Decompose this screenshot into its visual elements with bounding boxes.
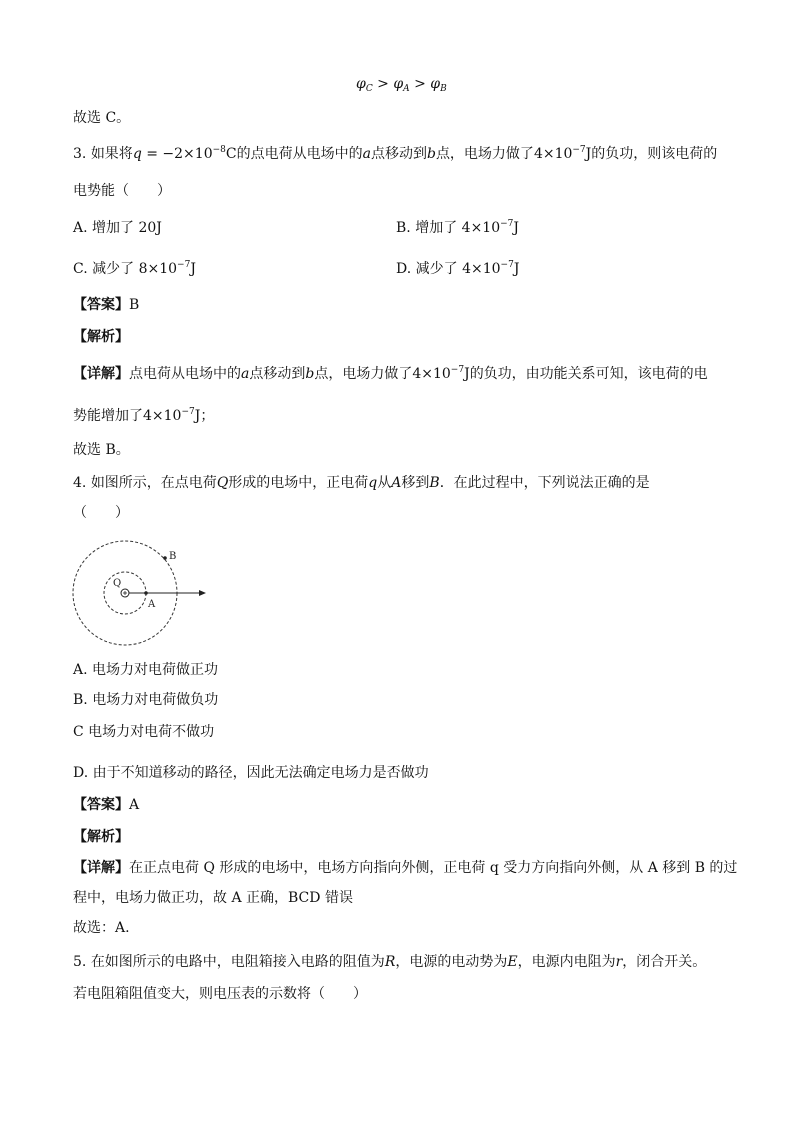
q3-option-b-exp: −7 (500, 219, 514, 229)
q4-analysis-tag: 【解析】 (73, 829, 129, 845)
q4-q-var: q (368, 475, 378, 491)
detail-unit: J (464, 366, 470, 382)
subscript-a: A (403, 84, 410, 94)
q4-number: 4. (73, 475, 87, 491)
q3-text: 的负功，则该电荷的 (591, 146, 718, 162)
q3-text: 如果将 (90, 146, 133, 162)
q5-text: ，电源内电阻为 (517, 954, 616, 970)
q3-option-c-text: C. 减少了 (73, 261, 135, 277)
detail-text: 点移动到 (249, 366, 306, 382)
q4-text: 如图所示，在点电荷 (90, 475, 217, 491)
q3-text: 点移动到 (370, 146, 427, 162)
q5-stem-line2: 若电阻箱阻值变大，则电压表的示数将（ ） (73, 986, 367, 1002)
q3-w-unit: J (585, 146, 592, 162)
q3-q-exp: −8 (212, 145, 226, 155)
figure-label-b: B (169, 551, 177, 562)
q5-E-var: E (507, 954, 518, 970)
detail-text: 点电荷从电场中的 (129, 366, 241, 382)
q3-option-d-base: 4×10 (462, 261, 501, 277)
q4-answer (73, 795, 139, 815)
detail-tag: 【详解】 (73, 366, 129, 382)
q4-detail-line2: 程中，电场力做正功，故 A 正确，BCD 错误 (73, 890, 353, 906)
q3-option-b-base: 4×10 (461, 220, 501, 236)
detail-base: 4×10 (143, 408, 182, 424)
q5-text: 在如图所示的电路中，电阻箱接入电路的阻值为 (90, 954, 385, 970)
q4-stem-line1 (73, 473, 650, 493)
q3-detail-line2 (73, 406, 214, 426)
subscript-c: C (365, 84, 373, 94)
q4-conclusion: 故选：A. (73, 920, 130, 936)
detail-unit: J； (194, 408, 215, 424)
gt-symbol: > (377, 76, 389, 92)
q3-option-d (396, 259, 519, 279)
q4-option-d: D. 由于不知道移动的路径，因此无法确定电场力是否做功 (73, 765, 429, 781)
q5-R-var: R (384, 954, 396, 970)
q3-option-d-exp: −7 (500, 260, 514, 270)
detail-b-var: b (305, 366, 315, 382)
detail-exp: −7 (181, 407, 195, 417)
point-b-dot (163, 556, 167, 560)
answer-value: A (129, 797, 140, 813)
detail-a-var: a (241, 366, 250, 382)
q3-text: 点，电场力做了 (435, 146, 534, 162)
q3-analysis-tag: 【解析】 (73, 329, 129, 345)
q3-option-b-unit: J (513, 220, 520, 236)
q3-w-base: 4×10 (533, 146, 573, 162)
q4-field-figure (68, 536, 218, 648)
q3-q-var: q (132, 146, 142, 162)
q4-text: 移到 (401, 475, 430, 491)
answer-tag: 【答案】 (73, 297, 129, 313)
q3-option-c-base: 8×10 (138, 261, 178, 277)
detail-text: 点，电场力做了 (314, 366, 413, 382)
q3-option-c (73, 259, 196, 279)
q3-answer (73, 295, 139, 315)
q5-r-var: r (615, 954, 623, 970)
q4-option-a: A. 电场力对电荷做正功 (73, 662, 219, 678)
q3-option-b (396, 218, 519, 238)
q3-stem-line2: 电势能（ ） (73, 183, 171, 199)
q3-option-c-unit: J (190, 261, 196, 277)
q3-conclusion: 故选 B。 (73, 442, 130, 458)
q3-text: 的点电荷从电场中的 (236, 146, 363, 162)
q3-stem-line1 (73, 144, 717, 164)
q4-text: 形成的电场中，正电荷 (228, 475, 369, 491)
point-a-dot (144, 591, 148, 595)
answer-tag: 【答案】 (73, 797, 129, 813)
q4-detail-line1 (73, 858, 737, 878)
formula-phi-order (356, 74, 447, 94)
phi-symbol: φ (356, 76, 366, 92)
q3-b-var: b (426, 146, 436, 162)
field-arrow-head (199, 590, 206, 596)
q4-option-b: B. 电场力对电荷做负功 (73, 692, 219, 708)
answer-value: B (129, 297, 140, 313)
figure-label-q: Q (113, 578, 122, 589)
q3-option-d-unit: J (513, 261, 520, 277)
q3-q-unit: C (225, 146, 237, 162)
prev-conclusion: 故选 C。 (73, 110, 131, 126)
phi-symbol: φ (393, 76, 404, 92)
q5-text: ，闭合开关。 (622, 954, 707, 970)
subscript-b: B (440, 84, 447, 94)
detail-exp: −7 (450, 365, 465, 375)
detail-text: 势能增加了 (73, 408, 143, 424)
q3-detail-line1 (73, 364, 708, 384)
q5-number: 5. (73, 954, 87, 970)
detail-base: 4×10 (412, 366, 451, 382)
q4-paren: （ ） (73, 505, 129, 521)
q3-number: 3. (73, 146, 87, 162)
detail-text: 在正点电荷 Q 形成的电场中，电场方向指向外侧，正电荷 q 受力方向指向外侧，从 A 移到 B 的过 (129, 860, 738, 876)
detail-text: 的负功，由功能关系可知，该电荷的电 (469, 366, 708, 382)
q4-text: 从 (377, 475, 392, 491)
q5-stem-line1 (73, 952, 706, 972)
gt-symbol: > (414, 76, 426, 92)
q4-option-c: C 电场力对电荷不做功 (73, 724, 215, 740)
q3-option-c-exp: −7 (177, 260, 191, 270)
q3-q-eq: = −2×10 (141, 146, 213, 162)
q3-a-var: a (362, 146, 371, 162)
q4-B-var: B (429, 475, 440, 491)
q4-A-var: A (391, 475, 402, 491)
q3-option-a: A. 增加了 20J (73, 220, 162, 236)
phi-symbol: φ (430, 76, 441, 92)
q4-Q-var: Q (216, 475, 229, 491)
detail-tag: 【详解】 (73, 860, 129, 876)
q3-w-exp: −7 (572, 145, 586, 155)
q5-text: ，电源的电动势为 (395, 954, 508, 970)
q4-text: ．在此过程中，下列说法正确的是 (439, 475, 650, 491)
figure-label-a: A (148, 599, 156, 610)
q3-option-b-text: B. 增加了 (396, 220, 458, 236)
q3-option-d-text: D. 减少了 (396, 261, 458, 277)
